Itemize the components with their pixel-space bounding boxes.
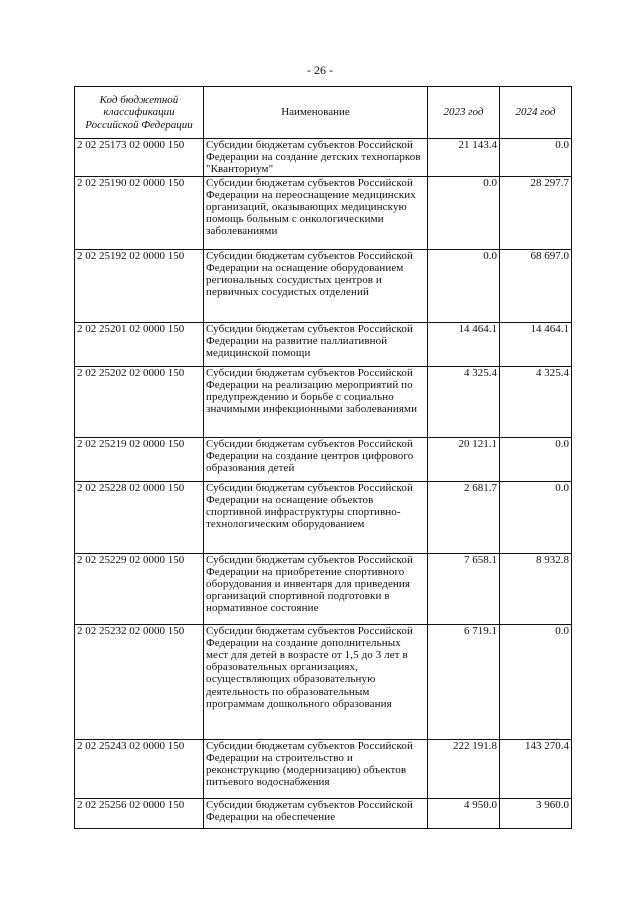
row-value-2024: 28 297.7	[500, 176, 572, 249]
page-number: - 26 -	[307, 63, 333, 77]
row-code: 2 02 25232 02 0000 150	[75, 624, 204, 739]
row-value-2024: 68 697.0	[500, 249, 572, 322]
table-header-row	[75, 87, 572, 139]
row-name: Субсидии бюджетам субъектов Российской Федерации на создание центров цифрового образования детей	[204, 437, 428, 481]
row-code: 2 02 25228 02 0000 150	[75, 481, 204, 553]
header-2024: 2024 год	[500, 87, 572, 139]
row-value-2023: 7 658.1	[428, 553, 500, 624]
row-value-2023: 4 950.0	[428, 798, 500, 828]
row-code: 2 02 25173 02 0000 150	[75, 139, 204, 177]
row-code: 2 02 25256 02 0000 150	[75, 798, 204, 828]
table-row	[75, 176, 572, 249]
row-value-2024: 0.0	[500, 437, 572, 481]
table-row	[75, 739, 572, 798]
row-value-2023: 4 325.4	[428, 366, 500, 437]
row-code: 2 02 25192 02 0000 150	[75, 249, 204, 322]
table-row	[75, 437, 572, 481]
row-name: Субсидии бюджетам субъектов Российской Федерации на реализацию мероприятий по предупреждению и борьбе с социально значимыми инфекционными заболеваниями	[204, 366, 428, 437]
row-value-2023: 20 121.1	[428, 437, 500, 481]
table-row	[75, 139, 572, 177]
header-name: Наименование	[204, 87, 428, 139]
row-value-2023: 2 681.7	[428, 481, 500, 553]
header-code: Код бюджетной классификации Российской Федерации	[75, 87, 204, 139]
row-name: Субсидии бюджетам субъектов Российской Федерации на обеспечение	[204, 798, 428, 828]
row-code: 2 02 25201 02 0000 150	[75, 322, 204, 366]
row-value-2024: 3 960.0	[500, 798, 572, 828]
row-name: Субсидии бюджетам субъектов Российской Федерации на переоснащение медицинских организаций, оказывающих медицинскую помощь больным с онкологическими заболеваниями	[204, 176, 428, 249]
table-row	[75, 624, 572, 739]
row-code: 2 02 25190 02 0000 150	[75, 176, 204, 249]
row-value-2023: 14 464.1	[428, 322, 500, 366]
row-name: Субсидии бюджетам субъектов Российской Федерации на оснащение оборудованием региональных сосудистых центров и первичных сосудистых отделений	[204, 249, 428, 322]
row-code: 2 02 25243 02 0000 150	[75, 739, 204, 798]
row-value-2024: 0.0	[500, 481, 572, 553]
table-row	[75, 553, 572, 624]
row-name: Субсидии бюджетам субъектов Российской Федерации на создание детских технопарков "Кванториум"	[204, 139, 428, 177]
row-name: Субсидии бюджетам субъектов Российской Федерации на оснащение объектов спортивной инфраструктуры спортивно-технологическим оборудованием	[204, 481, 428, 553]
table-row	[75, 249, 572, 322]
row-value-2024: 0.0	[500, 624, 572, 739]
header-2023: 2023 год	[428, 87, 500, 139]
row-value-2023: 6 719.1	[428, 624, 500, 739]
row-value-2024: 14 464.1	[500, 322, 572, 366]
table-row	[75, 366, 572, 437]
table-row	[75, 481, 572, 553]
row-value-2024: 8 932.8	[500, 553, 572, 624]
row-value-2024: 0.0	[500, 139, 572, 177]
table-row	[75, 322, 572, 366]
row-name: Субсидии бюджетам субъектов Российской Федерации на развитие паллиативной медицинской помощи	[204, 322, 428, 366]
row-name: Субсидии бюджетам субъектов Российской Федерации на создание дополнительных мест для детей в возрасте от 1,5 до 3 лет в образовательных организациях, осуществляющих образовательную деятельность по образовательным программам дошкольного образования	[204, 624, 428, 739]
table-row	[75, 798, 572, 828]
row-value-2023: 0.0	[428, 176, 500, 249]
row-value-2024: 4 325.4	[500, 366, 572, 437]
row-code: 2 02 25202 02 0000 150	[75, 366, 204, 437]
row-value-2024: 143 270.4	[500, 739, 572, 798]
budget-table	[74, 86, 572, 829]
row-name: Субсидии бюджетам субъектов Российской Федерации на приобретение спортивного оборудования и инвентаря для приведения организаций спортивной подготовки в нормативное состояние	[204, 553, 428, 624]
row-name: Субсидии бюджетам субъектов Российской Федерации на строительство и реконструкцию (модернизацию) объектов питьевого водоснабжения	[204, 739, 428, 798]
row-value-2023: 222 191.8	[428, 739, 500, 798]
row-code: 2 02 25229 02 0000 150	[75, 553, 204, 624]
row-value-2023: 0.0	[428, 249, 500, 322]
row-code: 2 02 25219 02 0000 150	[75, 437, 204, 481]
row-value-2023: 21 143.4	[428, 139, 500, 177]
